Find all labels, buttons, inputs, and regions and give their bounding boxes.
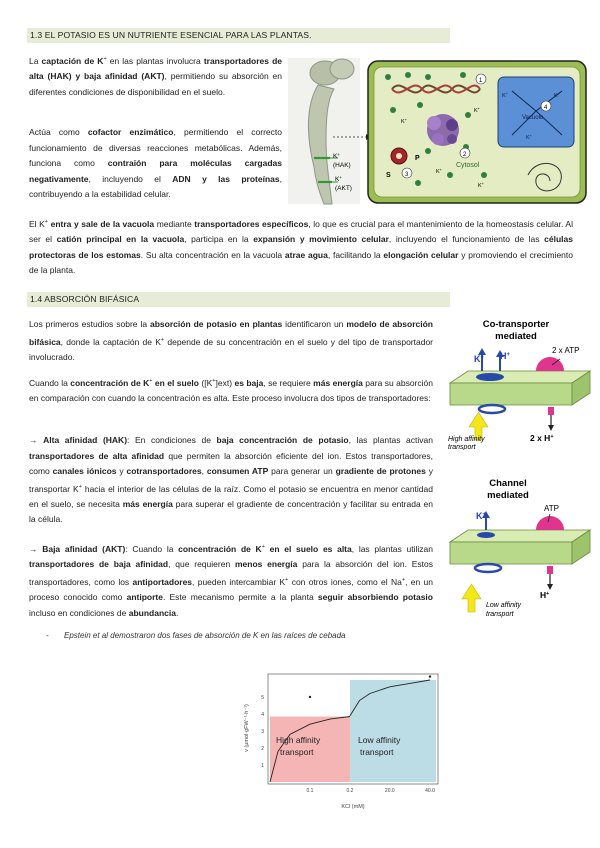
text-run: , pueden intercambiar K	[192, 576, 286, 587]
channel-membrane-front	[450, 542, 572, 564]
region-low-label-2: transport	[360, 746, 394, 757]
text-run: para superar el gradiente de concentración y facilitar su entrada en la célula.	[29, 498, 433, 525]
bold-run: entra y sale de la vacuola	[50, 218, 155, 229]
bold-run: Baja afinidad (AKT)	[42, 543, 126, 554]
data-point-outlier-b	[429, 675, 431, 677]
low-affinity-label-2: transport	[486, 611, 514, 618]
k-label-vacuole-a: K+	[502, 91, 509, 99]
text-run: Los primeros estudios sobre la	[29, 319, 151, 329]
channel-h-label: H+	[540, 590, 550, 600]
h-out-arrowhead	[548, 425, 554, 431]
y-tick-label: 4	[261, 712, 264, 718]
section-heading-1-4: 1.4 ABSORCIÓN BIFÁSICA	[27, 292, 450, 307]
text-run: ,	[201, 466, 207, 476]
membrane-top	[450, 371, 590, 383]
hak-label: (HAK)	[333, 162, 351, 169]
bold-run: expansión y movimiento celular	[253, 234, 389, 245]
text-run: La	[29, 55, 42, 66]
text-run: para generar un	[268, 466, 336, 476]
region-low-affinity	[350, 680, 436, 782]
text-run: .	[175, 607, 179, 618]
akt-k-label: K+	[335, 175, 342, 183]
paragraph-cofactor	[29, 125, 282, 203]
text-run: , incluyendo el	[88, 173, 173, 184]
high-affinity-label-1: High affinity	[448, 436, 485, 443]
channel-diagram	[440, 474, 592, 624]
text-run: El K	[29, 218, 45, 229]
cotransporter-title-1: Co-transporter	[482, 319, 550, 330]
x-tick-label: 40.0	[425, 788, 435, 794]
text-run: , las plantas utilizan	[351, 543, 433, 554]
text-run: , contribuyendo a la estabilidad celular.	[29, 173, 282, 199]
bold-run: modelo de absorción bifásica	[29, 319, 434, 347]
paragraph-estudios	[29, 317, 433, 365]
text-run: en las plantas involucra	[106, 55, 204, 66]
k-label-cytosol-c: K+	[436, 167, 443, 175]
text-run: Actúa como	[29, 127, 88, 137]
text-run: con otros iones, como el Na	[288, 576, 402, 587]
superscript-run: +	[401, 576, 406, 583]
text-run: para la absorción del ion. Estos transportadores, como los	[29, 559, 433, 587]
enzyme-core	[396, 153, 402, 159]
x-tick-label: 0.2	[346, 788, 354, 794]
paragraph-concentracion	[29, 374, 433, 407]
bold-run: gradiente de protones	[335, 466, 426, 476]
text-run: . Este mecanismo permite a la planta	[162, 592, 318, 603]
bold-run: transportadores específicos	[194, 218, 309, 229]
text-run: y transportar K	[29, 466, 433, 494]
h-out-channel	[548, 407, 554, 415]
protein-cluster	[427, 114, 459, 146]
cotransporter-protein-top	[476, 373, 504, 381]
text-run: , se requiere	[263, 377, 314, 388]
text-run: identificaron un	[282, 319, 347, 329]
bold-run: transportadores de alta afinidad	[29, 450, 165, 461]
substrate-label: S	[386, 172, 391, 179]
text-run: y promoviendo el crecimiento de la planta.	[29, 249, 573, 276]
text-run: →	[29, 543, 43, 554]
channel-k-label: K+	[476, 511, 487, 521]
region-high-label-2: transport	[280, 746, 314, 757]
text-run: : En condiciones de	[127, 435, 217, 445]
paragraph-alta-afinidad	[29, 433, 433, 528]
bold-run: menos energía	[234, 559, 298, 570]
x-tick-label: 20.0	[384, 788, 395, 794]
marker-3-label: 3	[405, 172, 409, 178]
k-label-cytosol-b: K+	[474, 106, 481, 114]
y-axis-label: v (μmol·gFW⁻¹·h⁻¹)	[244, 704, 250, 752]
bold-run: absorción de potasio en plantas	[150, 319, 283, 329]
bold-run: más energía	[122, 498, 173, 509]
channel-protein-top	[477, 532, 495, 538]
cotransporter-h-label: H+	[500, 351, 511, 361]
bold-run: consumen ATP	[206, 466, 269, 476]
bold-run: baja concentración de potasio	[216, 435, 349, 445]
y-tick-label: 3	[261, 729, 264, 735]
cotransporter-atp-label: 2 x ATP	[552, 346, 580, 355]
text-run: y	[116, 466, 127, 476]
x-tick-label: 0.1	[306, 788, 314, 794]
bold-run: abundancia	[128, 607, 176, 618]
paragraph-captacion	[29, 52, 282, 100]
membrane-front	[450, 383, 572, 405]
x-axis-ticks	[307, 788, 436, 794]
cotransporter-k-label: K+	[474, 354, 485, 364]
bold-run: elongación celular	[383, 249, 459, 260]
seedling-cotyledon-right	[330, 59, 354, 79]
region-low-label-1: Low affinity	[358, 734, 401, 745]
text-run: , en un proceso conocido como	[29, 576, 433, 603]
marker-1-label: 1	[479, 78, 483, 84]
x-axis-label: KCl (mM)	[341, 804, 365, 810]
k-label-cytosol-d: K+	[478, 181, 485, 189]
k-label-vacuole-c: K+	[526, 133, 533, 141]
note-epstein: Epstein et al demostraron dos fases de absorción de K en las raíces de cebada	[64, 631, 346, 640]
channel-atp-label: ATP	[544, 504, 559, 513]
bold-run: ADN	[172, 173, 191, 184]
bold-run: células protectoras de los estomas	[29, 234, 573, 260]
vacuole	[498, 77, 574, 147]
text-run: ]ext)	[215, 377, 235, 388]
bold-run: es baja	[234, 377, 264, 388]
bold-run: canales iónicos	[52, 466, 117, 476]
text-run: , las plantas activan	[348, 435, 433, 445]
vacuole-label: Vacuolo	[522, 115, 544, 121]
text-run: que permiten la absorción eficiente del ion. Estos transportadores, como	[29, 450, 433, 476]
text-run: , lo que es crucial para el mantenimiento de la homeostasis celular. Al ser el	[29, 218, 573, 245]
superscript-run: +	[103, 56, 107, 62]
cell-figure	[288, 55, 588, 207]
k-label-vacuole-b: K+	[554, 91, 561, 99]
superscript-run: +	[149, 378, 153, 384]
text-run: , permitiendo el correcto funcionamiento de diversas reacciones metabólicas. Además, funciona como	[29, 127, 283, 168]
superscript-run: +	[285, 576, 289, 583]
bold-run: transportadores de baja afinidad	[29, 559, 169, 570]
bold-run: catión principal en la vacuola	[56, 234, 185, 245]
k-label-cytosol-a: K+	[401, 117, 408, 125]
bold-run: en el suelo es alta	[269, 543, 352, 554]
cotransporter-diagram	[440, 315, 592, 450]
yellow-arrow-low	[462, 584, 481, 612]
y-tick-label: 5	[261, 695, 264, 701]
text-run: incluso en condiciones de	[29, 607, 129, 618]
note-dash: -	[46, 631, 49, 640]
marker-4-label: 4	[544, 105, 548, 111]
bold-run: atrae agua	[284, 249, 328, 260]
bold-run: cotransportadores	[126, 466, 202, 476]
channel-h-channel	[547, 566, 553, 574]
text-run: , facilitando la	[327, 249, 384, 260]
marker-2-label: 2	[463, 152, 467, 158]
text-run	[191, 174, 202, 184]
bold-run: y las proteínas	[202, 173, 280, 184]
superscript-run: +	[160, 336, 165, 343]
cotransporter-h-out-label: 2 x H+	[530, 433, 554, 443]
y-tick-label: 2	[261, 746, 264, 752]
text-run: : Cuando la	[125, 543, 179, 554]
channel-h-arrowhead	[547, 584, 553, 590]
bold-run: contraión para moléculas cargadas negativamente	[29, 158, 282, 184]
text-run: mediante	[154, 218, 195, 229]
text-run: , incluyendo el funcionamiento de las	[388, 234, 545, 245]
bold-run: concentración de K	[178, 543, 262, 554]
text-run: , que requieren	[168, 559, 235, 570]
text-run: , permitiendo su absorción en diferentes condiciones de disponibilidad en el suelo.	[29, 71, 282, 97]
hak-k-label: K+	[333, 152, 340, 160]
region-high-label-1: High affinity	[276, 734, 321, 745]
text-run: para su absorción en comparación con cuando la concentración es alta. Este proceso involucra dos tipos de transportadores:	[29, 377, 433, 404]
cotransporter-protein-bottom	[479, 405, 505, 413]
channel-title-2: mediated	[487, 490, 529, 501]
bold-run: antiportadores	[132, 576, 193, 587]
akt-label: (AKT)	[335, 185, 352, 192]
bold-run: cofactor enzimático	[87, 127, 174, 137]
paragraph-vacuola	[29, 215, 573, 279]
y-axis-ticks	[261, 695, 264, 769]
bold-run: captación de K	[41, 55, 104, 66]
superscript-run: +	[261, 544, 265, 550]
text-run: , participa en la	[184, 234, 254, 245]
data-point-outlier-a	[309, 696, 311, 698]
text-run: Cuando la	[29, 377, 71, 388]
superscript-run: +	[212, 378, 216, 384]
cytosol-label: Cytosol	[456, 162, 480, 169]
bold-run: más energía	[313, 377, 363, 388]
biphasic-chart	[240, 668, 440, 810]
channel-protein-bottom	[475, 564, 501, 572]
channel-atp-pump	[536, 516, 564, 530]
low-affinity-label-1: Low affinity	[486, 602, 522, 609]
bold-run: Alta afinidad (HAK)	[43, 435, 128, 445]
phosphate-label: P	[415, 155, 420, 162]
bold-run: concentración de K	[70, 377, 150, 388]
channel-membrane-top	[450, 530, 590, 542]
y-tick-label: 1	[261, 763, 264, 769]
high-affinity-label-2: transport	[448, 444, 476, 450]
channel-title-1: Channel	[489, 478, 527, 489]
section-heading-1-3: 1.3 EL POTASIO ES UN NUTRIENTE ESENCIAL PARA LAS PLANTAS.	[27, 28, 450, 43]
text-run: , donde la captación de K	[60, 336, 161, 347]
cotransporter-title-2: mediated	[495, 331, 537, 342]
superscript-run: +	[44, 219, 49, 225]
text-run: hacia el interior de las células de la raíz. Como el potasio se encuentra en menor cantidad en el suelo, se necesita	[29, 483, 433, 509]
text-run: depende de su concentración en el suelo y del tipo de transportador involucrado.	[29, 336, 434, 362]
bold-run: transportadores de alta (HAK) y baja afinidad (AKT)	[29, 55, 282, 82]
bold-run: antiporte	[126, 592, 163, 603]
bold-run: en el suelo	[154, 377, 199, 388]
paragraph-baja-afinidad	[29, 540, 433, 621]
bold-run: seguir absorbiendo potasio	[317, 592, 433, 603]
text-run: . Su alta concentración en la vacuola	[140, 249, 285, 260]
superscript-run: +	[78, 483, 82, 490]
text-run: →	[29, 435, 44, 445]
text-run: ([K	[198, 377, 213, 388]
